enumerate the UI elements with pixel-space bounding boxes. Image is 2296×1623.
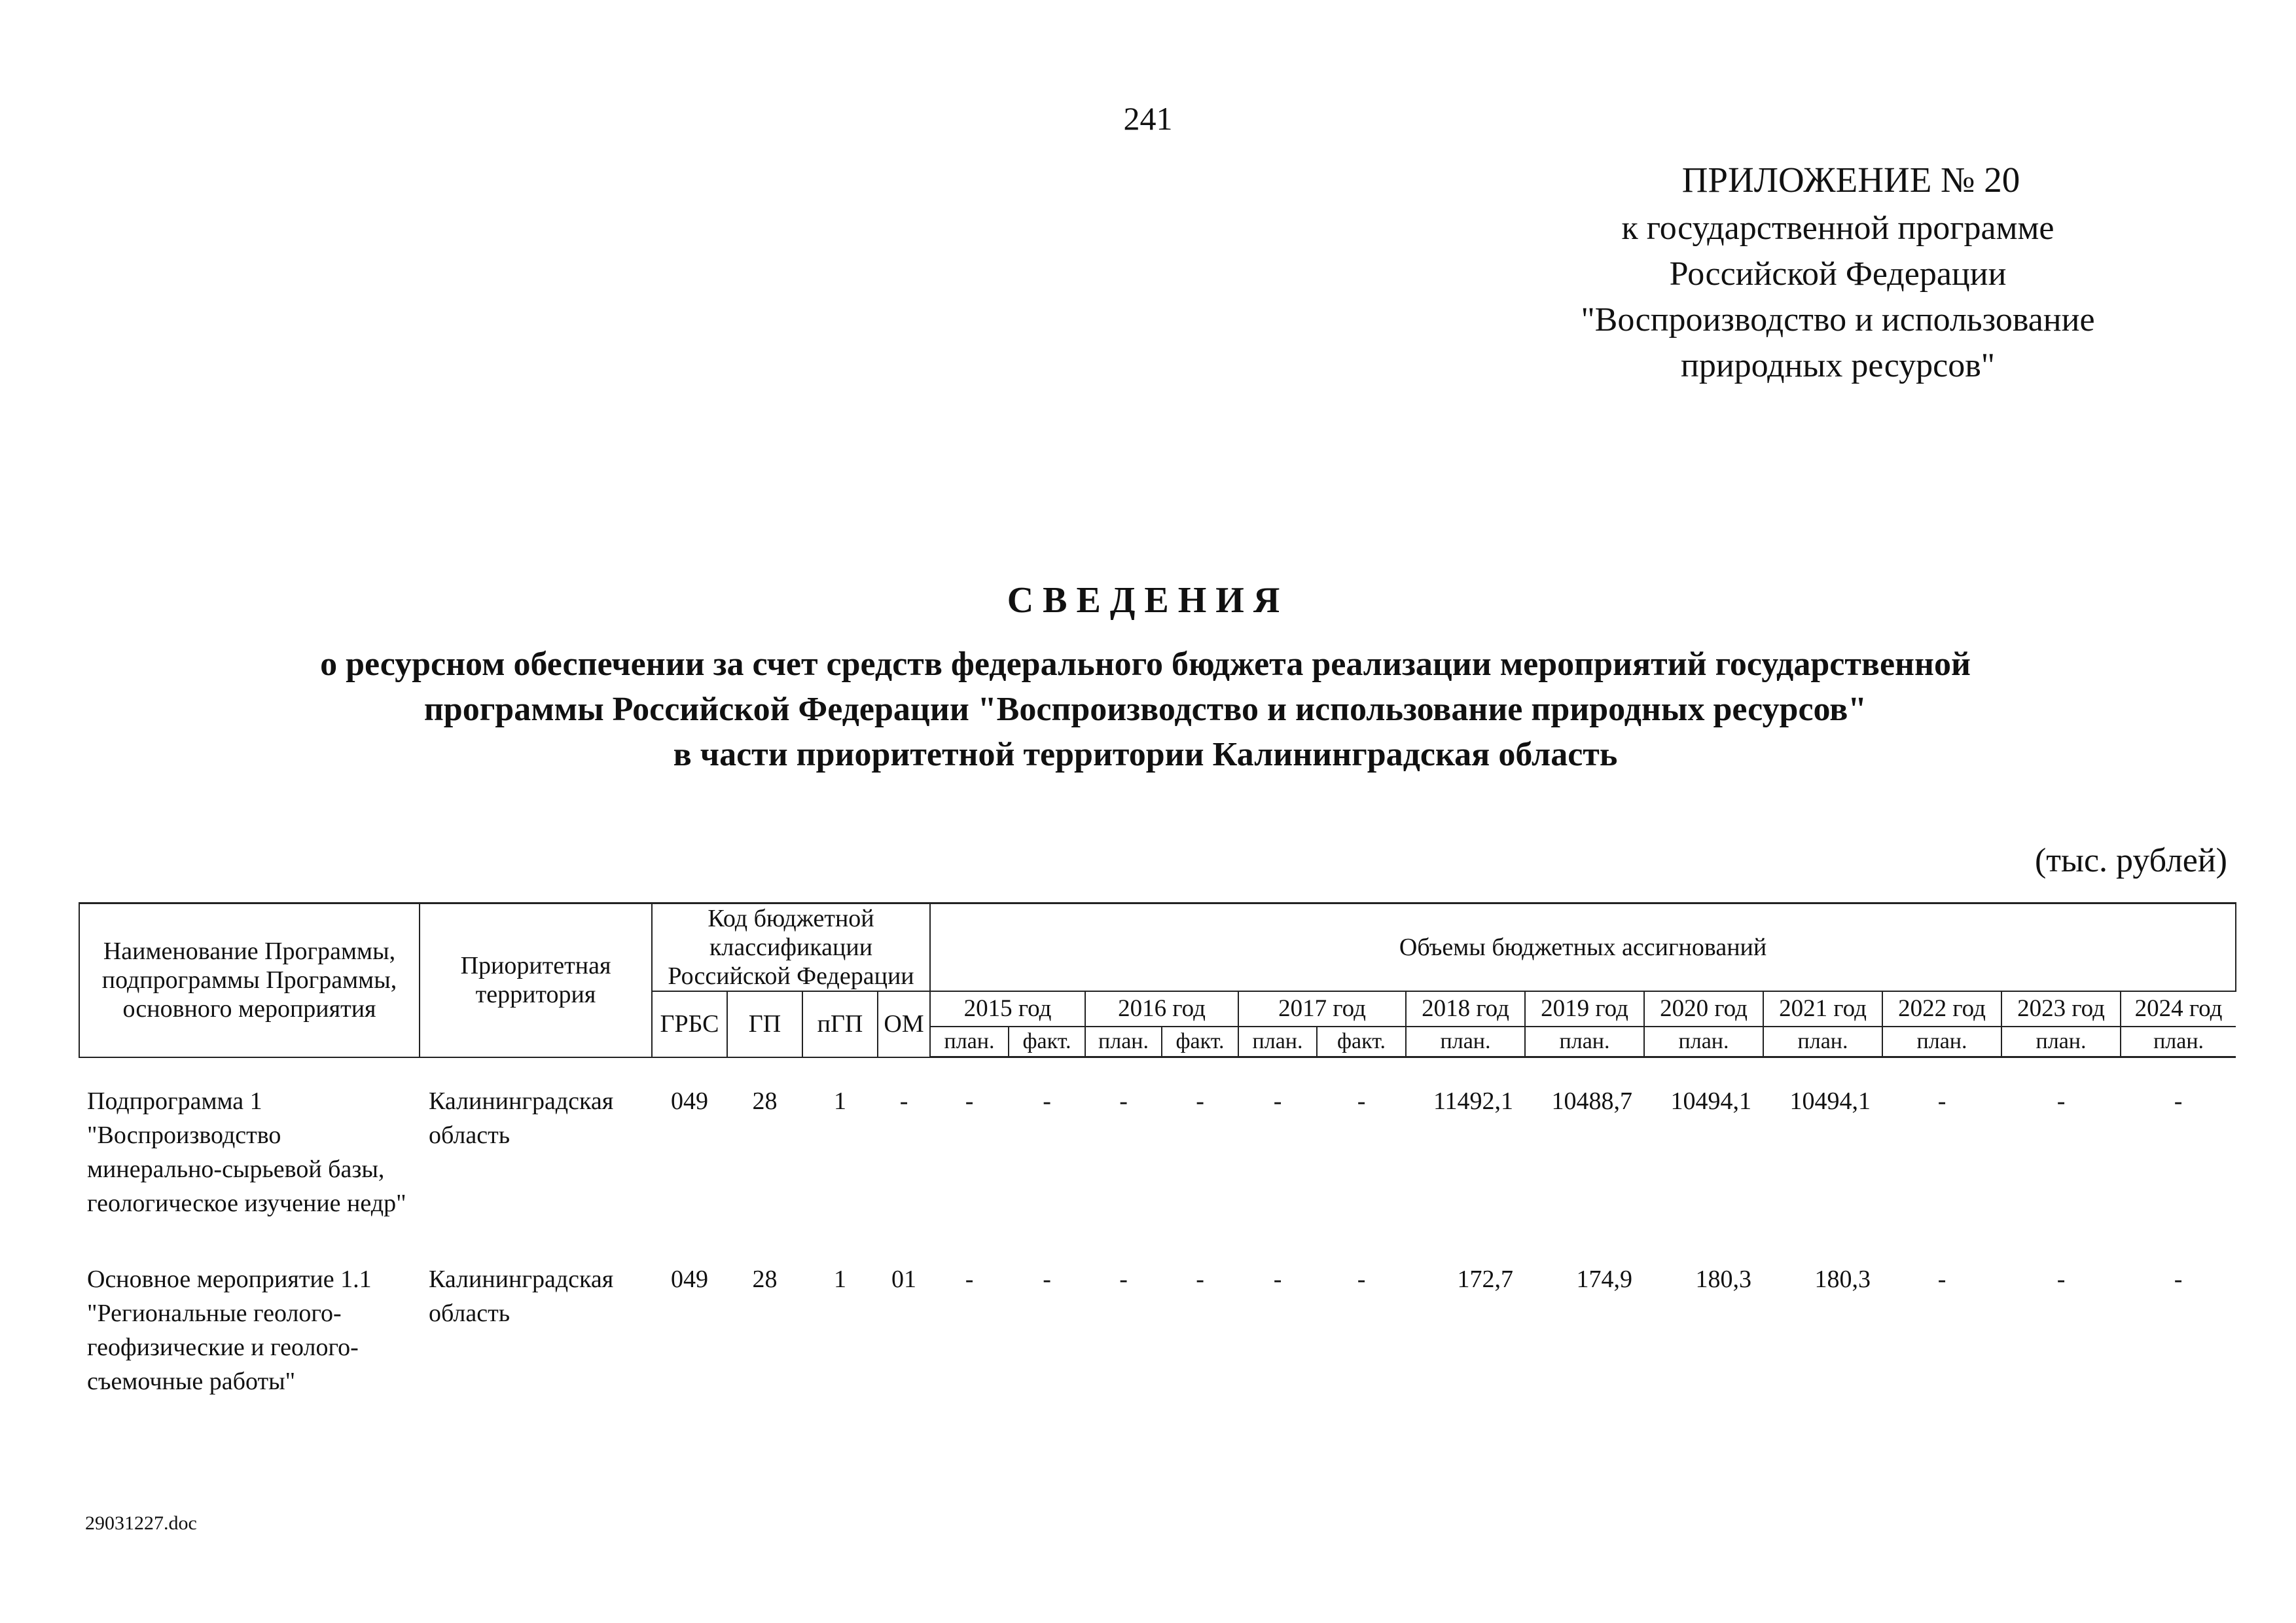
cell-2022: - <box>1937 1266 1946 1293</box>
col-header-plan: план. <box>1406 1027 1525 1057</box>
cell-2019: 174,9 <box>1576 1266 1633 1293</box>
appendix-block <box>1511 157 2165 389</box>
col-header-plan: план. <box>1085 1027 1162 1057</box>
col-header-territory: Приоритетная территория <box>420 903 652 1057</box>
cell-grbs: 049 <box>671 1087 708 1115</box>
col-header-om: ОМ <box>878 991 930 1057</box>
col-header-year-2017: 2017 год <box>1238 991 1406 1027</box>
appendix-line: Российской Федерации <box>1669 255 2007 293</box>
col-header-plan: план. <box>1238 1027 1317 1057</box>
cell-territory: Калининградская область <box>429 1266 614 1327</box>
col-header-year-2021: 2021 год <box>1763 991 1882 1027</box>
col-header-year-2023: 2023 год <box>2001 991 2121 1027</box>
cell-2015-plan: - <box>965 1266 974 1293</box>
col-header-pgp: пГП <box>802 991 878 1057</box>
col-header-volumes: Объемы бюджетных ассигнований <box>930 903 2236 992</box>
table-row <box>79 1262 2236 1419</box>
cell-pgp: 1 <box>834 1266 846 1293</box>
cell-2020: 10494,1 <box>1670 1087 1752 1115</box>
document-heading: СВЕДЕНИЯ <box>1007 580 1289 621</box>
col-header-fact: факт. <box>1009 1027 1085 1057</box>
document-subtitle <box>164 642 2127 777</box>
col-header-fact: факт. <box>1162 1027 1238 1057</box>
col-header-plan: план. <box>1763 1027 1882 1057</box>
file-name-footer: 29031227.doc <box>85 1512 197 1534</box>
col-header-plan: план. <box>1525 1027 1644 1057</box>
col-header-year-2016: 2016 год <box>1085 991 1238 1027</box>
resource-table <box>79 902 2236 1419</box>
table-row <box>79 1084 2236 1262</box>
col-header-plan: план. <box>2121 1027 2236 1057</box>
cell-pgp: 1 <box>834 1087 846 1115</box>
col-header-year-2015: 2015 год <box>930 991 1085 1027</box>
cell-2015-fact: - <box>1043 1087 1051 1115</box>
cell-2016-fact: - <box>1196 1266 1204 1293</box>
col-header-year-2024: 2024 год <box>2121 991 2236 1027</box>
cell-gp: 28 <box>752 1087 778 1115</box>
units-label: (тыс. рублей) <box>2034 842 2227 879</box>
cell-2017-plan: - <box>1273 1087 1282 1115</box>
subtitle-line: о ресурсном обеспечении за счет средств федерального бюджета реализации мероприятий государственной <box>320 646 1971 683</box>
cell-2023: - <box>2056 1266 2066 1293</box>
cell-2019: 10488,7 <box>1551 1087 1633 1115</box>
cell-2024: - <box>2174 1266 2183 1293</box>
col-header-grbs: ГРБС <box>652 991 727 1057</box>
cell-om: - <box>899 1087 908 1115</box>
subtitle-line: в части приоритетной территории Калининградская область <box>673 736 1618 773</box>
cell-2016-plan: - <box>1119 1266 1128 1293</box>
cell-2016-fact: - <box>1196 1087 1204 1115</box>
col-header-gp: ГП <box>727 991 802 1057</box>
col-header-fact: факт. <box>1317 1027 1406 1057</box>
cell-name: Основное мероприятие 1.1 "Региональные геолого-геофизические и геолого-съемочные работы" <box>87 1266 372 1395</box>
cell-2022: - <box>1937 1087 1946 1115</box>
cell-2017-plan: - <box>1273 1266 1282 1293</box>
cell-2017-fact: - <box>1357 1087 1366 1115</box>
col-header-year-2022: 2022 год <box>1882 991 2001 1027</box>
appendix-title: ПРИЛОЖЕНИЕ № 20 <box>1681 160 2020 200</box>
cell-2018: 172,7 <box>1457 1266 1514 1293</box>
col-header-name: Наименование Программы, подпрограммы Программы, основного мероприятия <box>79 903 420 1057</box>
cell-territory: Калининградская область <box>429 1087 614 1149</box>
cell-2016-plan: - <box>1119 1087 1128 1115</box>
appendix-line: к государственной программе <box>1621 210 2054 247</box>
cell-2021: 10494,1 <box>1789 1087 1871 1115</box>
col-header-year-2018: 2018 год <box>1406 991 1525 1027</box>
cell-gp: 28 <box>752 1266 778 1293</box>
appendix-line: природных ресурсов" <box>1680 347 1995 384</box>
cell-2023: - <box>2056 1087 2066 1115</box>
col-header-plan: план. <box>1882 1027 2001 1057</box>
cell-grbs: 049 <box>671 1266 708 1293</box>
cell-om: 01 <box>891 1266 917 1293</box>
col-header-year-2020: 2020 год <box>1644 991 1763 1027</box>
cell-2020: 180,3 <box>1695 1266 1752 1293</box>
col-header-plan: план. <box>2001 1027 2121 1057</box>
col-header-plan: план. <box>1644 1027 1763 1057</box>
col-header-budget-code: Код бюджетной классификации Российской Федерации <box>652 903 930 992</box>
page-number: 241 <box>1123 100 1173 137</box>
cell-2015-fact: - <box>1043 1266 1051 1293</box>
appendix-line: "Воспроизводство и использование <box>1581 301 2095 338</box>
col-header-plan: план. <box>930 1027 1009 1057</box>
cell-2024: - <box>2174 1087 2183 1115</box>
cell-2018: 11492,1 <box>1433 1087 1514 1115</box>
cell-2015-plan: - <box>965 1087 974 1115</box>
cell-2021: 180,3 <box>1814 1266 1871 1293</box>
subtitle-line: программы Российской Федерации "Воспроизводство и использование природных ресурсов" <box>423 691 1867 728</box>
col-header-year-2019: 2019 год <box>1525 991 1644 1027</box>
cell-name: Подпрограмма 1 "Воспроизводство минерально-сырьевой базы, геологическое изучение недр" <box>87 1087 406 1217</box>
cell-2017-fact: - <box>1357 1266 1366 1293</box>
